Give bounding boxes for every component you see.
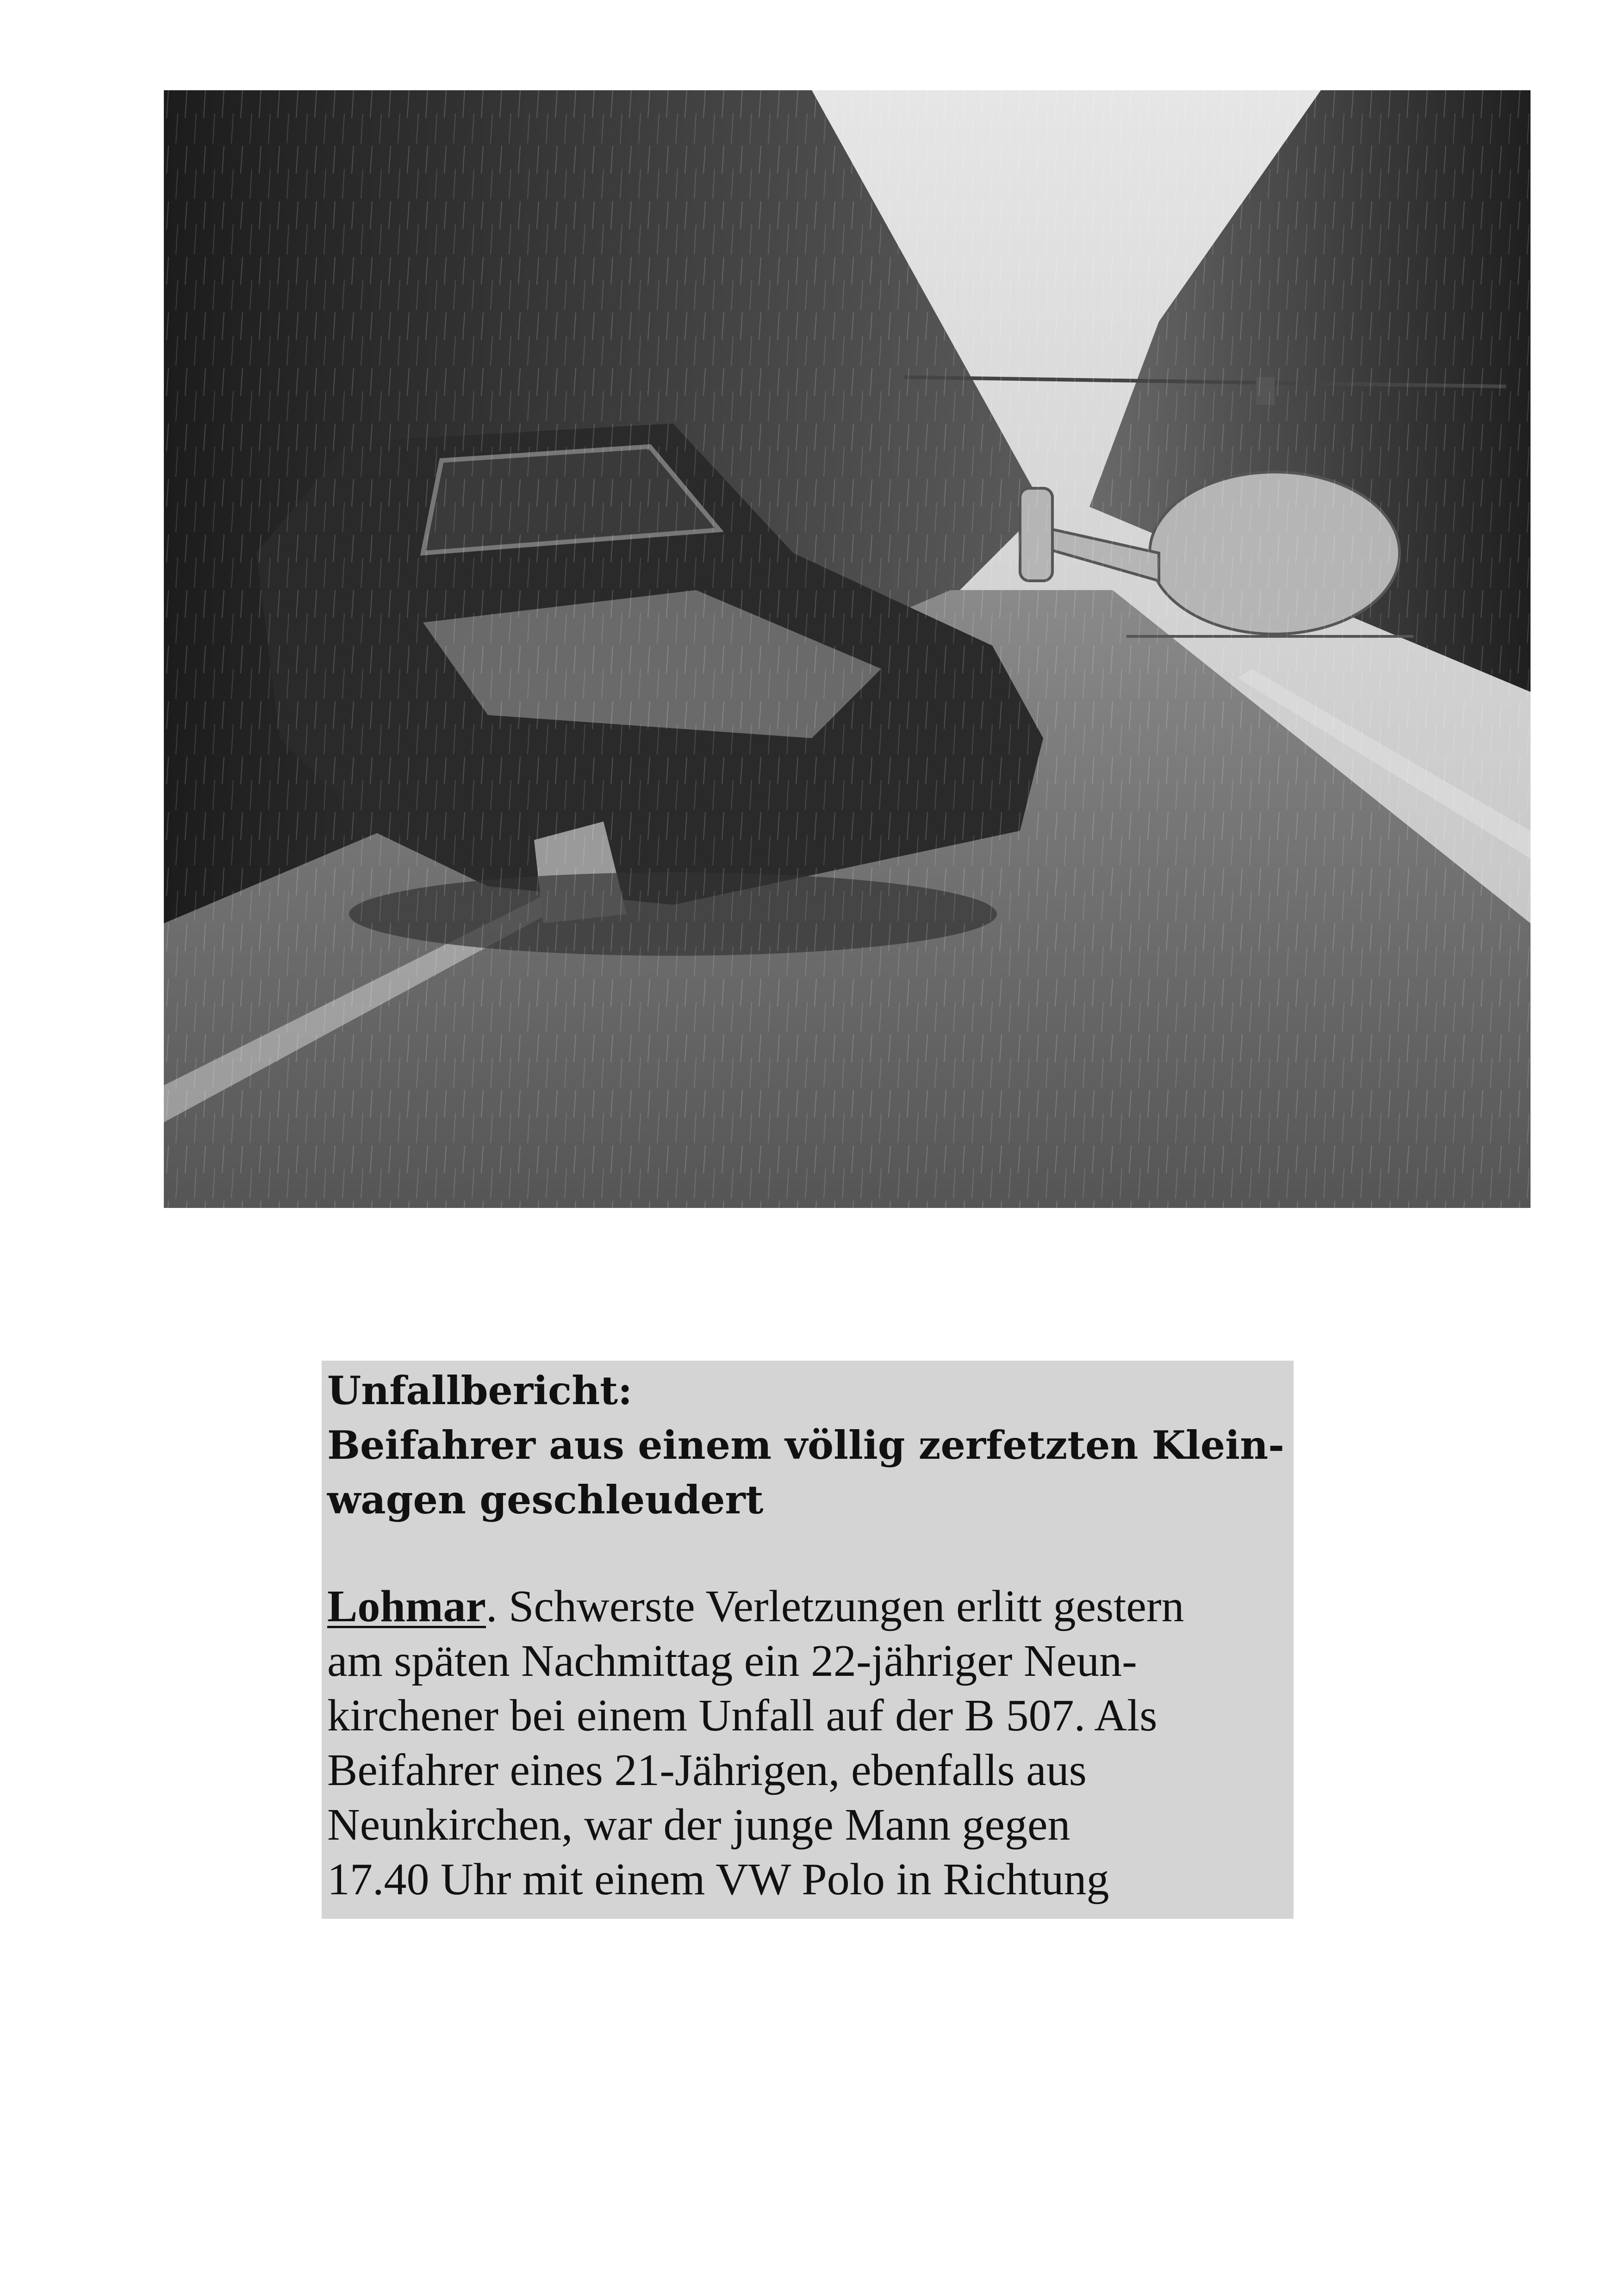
body-line: 17.40 Uhr mit einem VW Polo in Richtung [327, 1854, 1109, 1904]
headline-line: Beifahrer aus einem völlig zerfetzten Klein- [327, 1422, 1285, 1468]
body-line: Beifahrer eines 21-Jährigen, ebenfalls aus [327, 1745, 1087, 1795]
body-line: kirchener bei einem Unfall auf der B 507. Als [327, 1691, 1157, 1741]
body-line: am späten Nachmittag ein 22-jähriger Neun- [327, 1636, 1137, 1686]
body-line: Neunkirchen, war der junge Mann gegen [327, 1800, 1070, 1850]
headline-line: Unfallbericht: [327, 1368, 633, 1413]
article-location: Lohmar [327, 1581, 486, 1631]
car-wreck-helicopter-photo-icon [164, 90, 1531, 1208]
article-body [327, 1579, 1289, 1907]
headline-line: wagen geschleudert [327, 1477, 764, 1523]
article-photo [164, 90, 1531, 1208]
article-text-box [322, 1361, 1294, 1919]
body-line-rest: . Schwerste Verletzungen erlitt gestern [486, 1581, 1184, 1631]
article-headline [327, 1363, 1289, 1527]
body-line [327, 1579, 1289, 1634]
